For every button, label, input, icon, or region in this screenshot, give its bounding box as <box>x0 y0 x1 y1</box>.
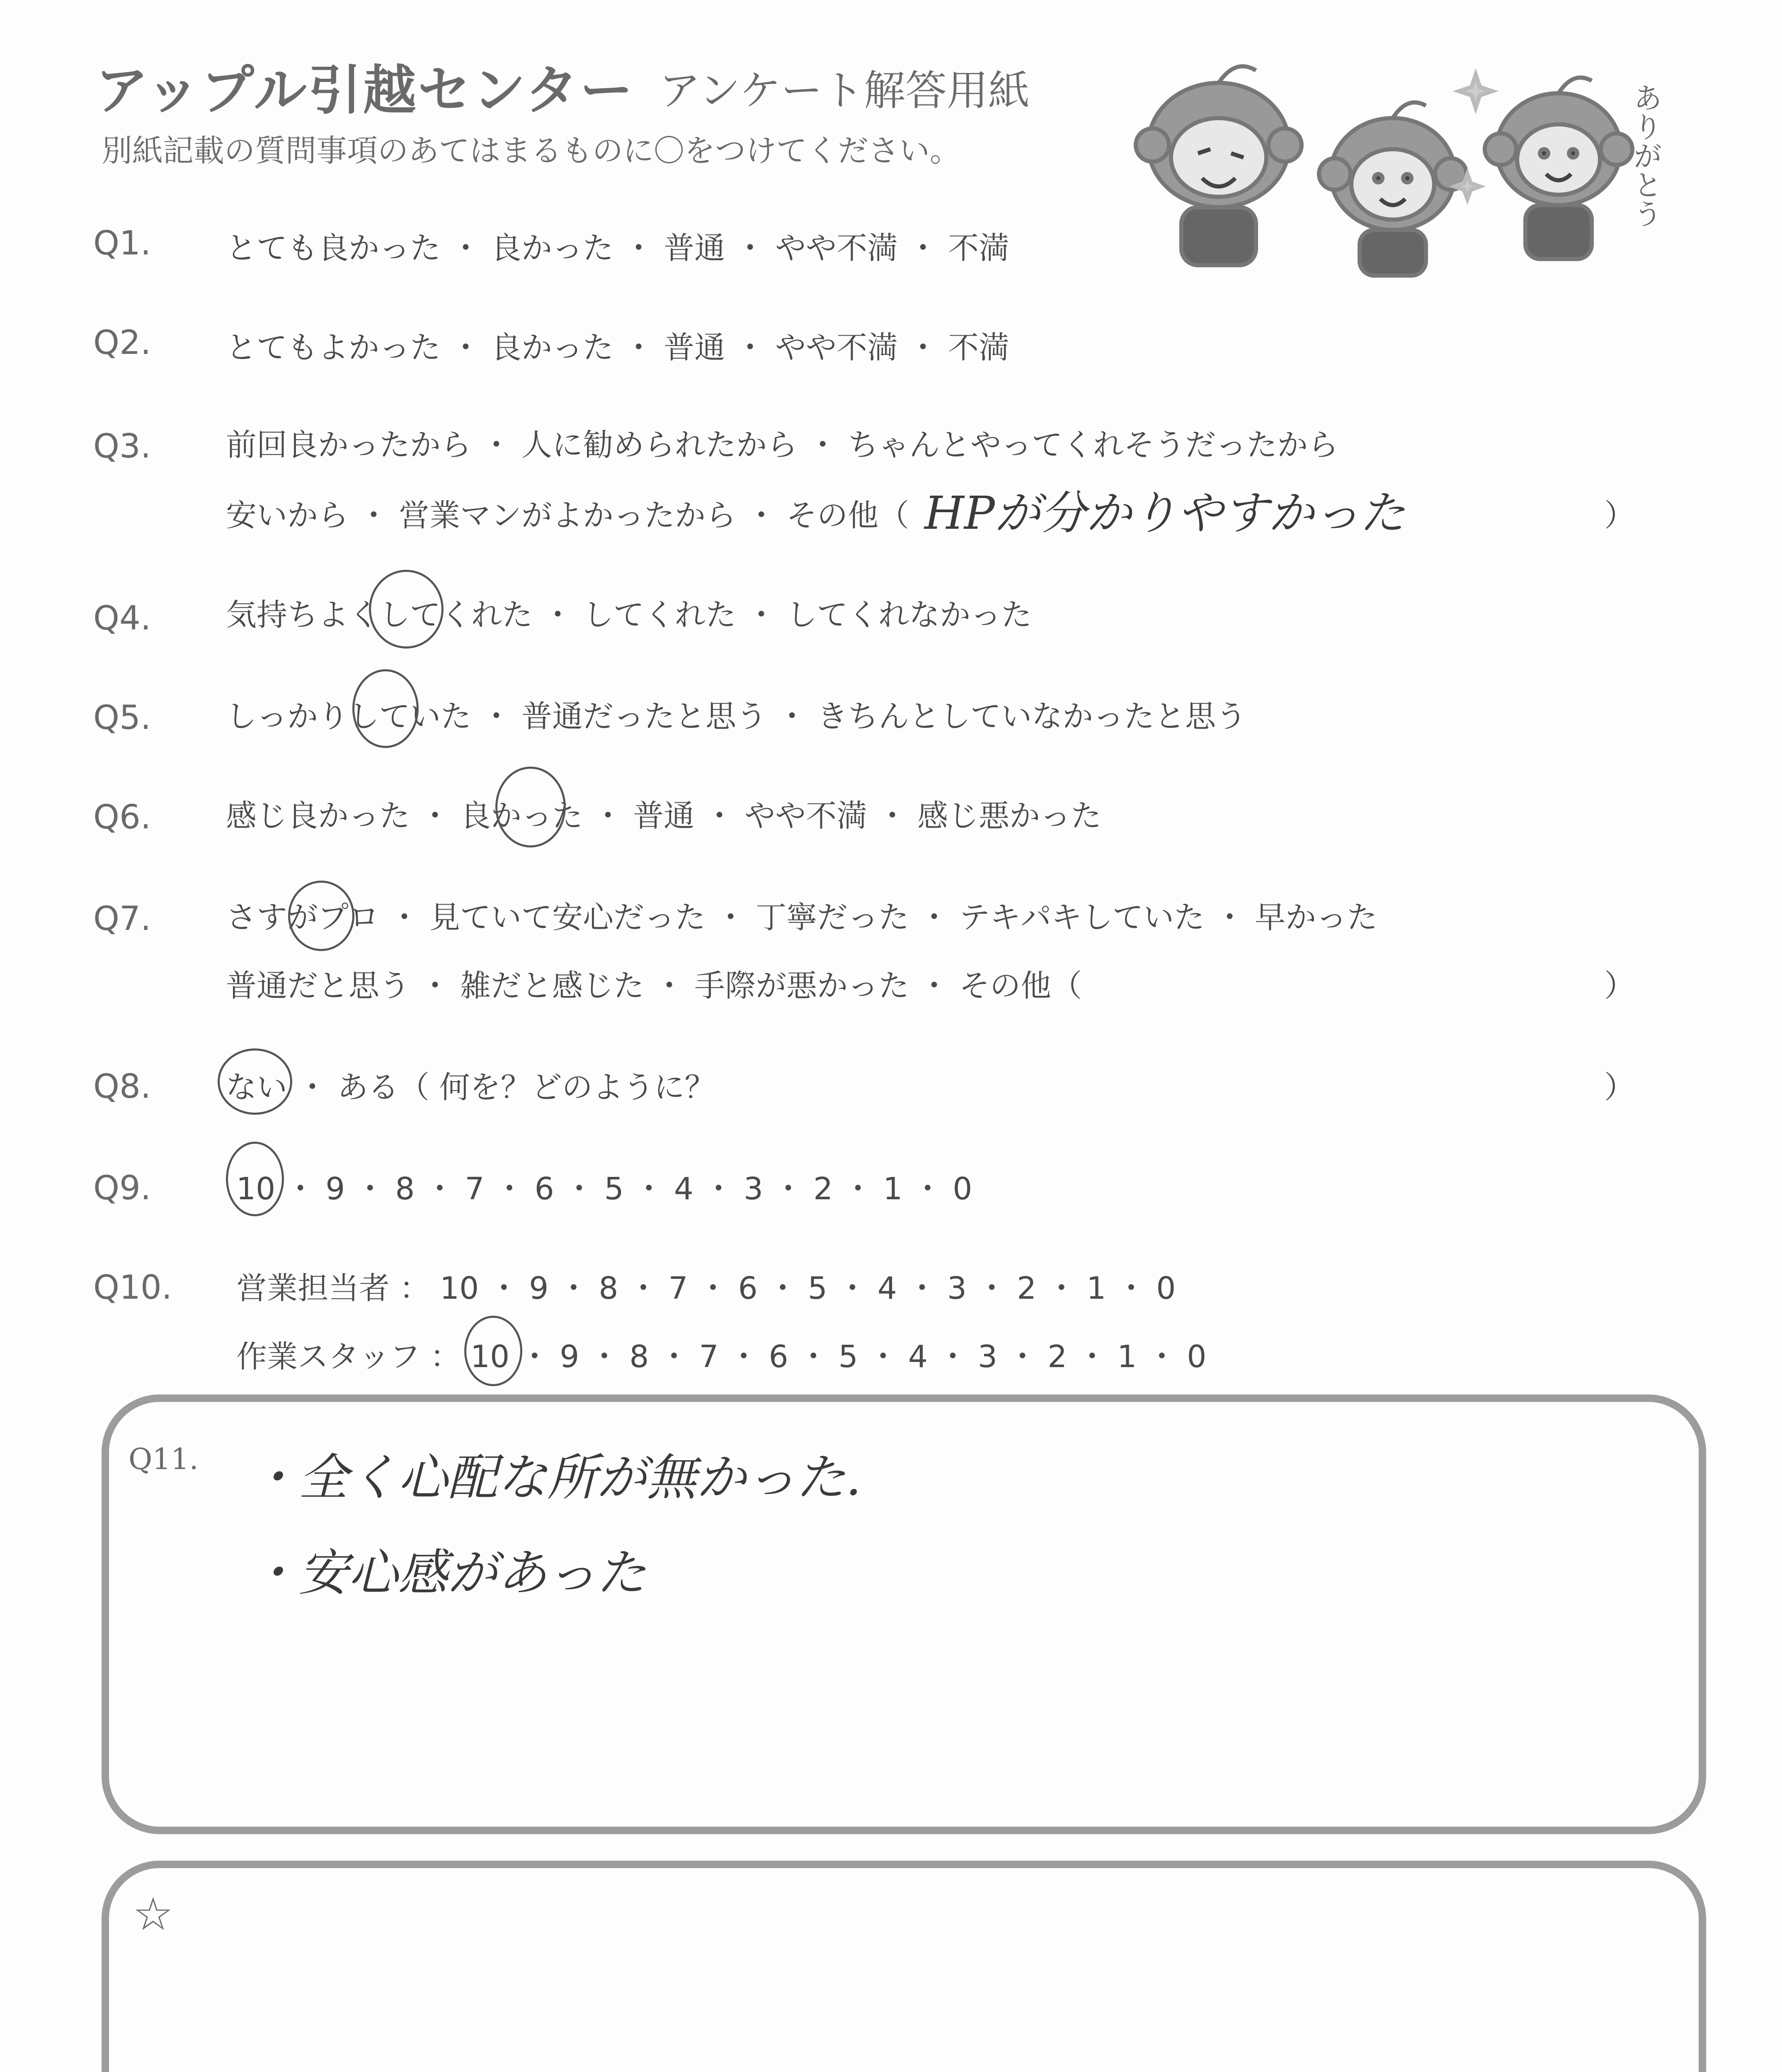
answer-circle-q7 <box>288 881 354 951</box>
question-options-q1: とても良かった ・ 良かった ・ 普通 ・ やや不満 ・ 不満 <box>226 230 1010 266</box>
question-options-q7-line2: 普通だと思う ・ 雑だと感じた ・ 手際が悪かった ・ その他（ <box>226 968 1082 1004</box>
answer-circle-q6 <box>495 767 566 847</box>
close-paren-q7: ） <box>1604 968 1635 1004</box>
handwritten-q11-line1: ・全く心配な所が無かった. <box>249 1449 862 1507</box>
question-options-q6: 感じ良かった ・ 良かった ・ 普通 ・ やや不満 ・ 感じ悪かった <box>226 798 1102 834</box>
star-icon: ☆ <box>133 1888 174 1941</box>
question-label-q2: Q2. <box>93 323 151 362</box>
question-options-q3-line2: 安いから ・ 営業マンがよかったから ・ その他（ <box>226 498 909 533</box>
answer-circle-q10-staff <box>464 1316 522 1386</box>
answer-circle-q4 <box>369 570 444 649</box>
handwritten-q11-line2: ・安心感があった <box>249 1544 646 1602</box>
question-label-q8: Q8. <box>93 1067 151 1106</box>
instruction-text: 別紙記載の質問事項のあてはまるものに〇をつけてください。 <box>102 133 960 169</box>
star-comment-box <box>102 1861 1706 2072</box>
question-label-q3: Q3. <box>93 427 151 465</box>
question-options-q7-line1: さすがプロ ・ 見ていて安心だった ・ 丁寧だった ・ テキパキしていた ・ 早かった <box>226 900 1378 935</box>
question-options-q10-staff: 作業スタッフ ： 10 ・ 9 ・ 8 ・ 7 ・ 6 ・ 5 ・ 4 ・ 3 ・ 2 ・ 1 ・ 0 <box>236 1339 1207 1375</box>
answer-circle-q8 <box>218 1048 292 1115</box>
question-label-q5: Q5. <box>93 698 151 737</box>
question-label-q7: Q7. <box>93 899 151 938</box>
monkey-mascots-illustration <box>1111 50 1691 282</box>
close-paren-q3: ） <box>1604 498 1635 533</box>
form-title: アップル引越センター <box>95 60 635 121</box>
question-label-q10: Q10. <box>93 1268 172 1307</box>
answer-circle-q5 <box>352 669 419 748</box>
question-options-q5: しっかりしていた ・ 普通だったと思う ・ きちんとしていなかったと思う <box>226 699 1247 734</box>
question-label-q4: Q4. <box>93 599 151 637</box>
q11-label: Q11. <box>128 1442 199 1476</box>
answer-circle-q9 <box>226 1142 284 1216</box>
question-label-q6: Q6. <box>93 798 151 836</box>
mascot-thanks-text: ありがとう <box>1629 83 1663 228</box>
question-label-q9: Q9. <box>93 1169 151 1207</box>
question-options-q3-line1: 前回良かったから ・ 人に勧められたから ・ ちゃんとやってくれそうだったから <box>226 427 1339 463</box>
form-subtitle: アンケート解答用紙 <box>659 66 1030 115</box>
close-paren-q8: ） <box>1604 1070 1635 1105</box>
question-options-q4: 気持ちよくしてくれた ・ してくれた ・ してくれなかった <box>226 597 1032 633</box>
question-options-q2: とてもよかった ・ 良かった ・ 普通 ・ やや不満 ・ 不満 <box>226 330 1010 366</box>
question-options-q9: 10 ・ 9 ・ 8 ・ 7 ・ 6 ・ 5 ・ 4 ・ 3 ・ 2 ・ 1 ・ 0 <box>236 1171 972 1207</box>
question-label-q1: Q1. <box>93 224 151 262</box>
handwritten-q3-other: HPが分かりやすかった <box>924 487 1405 540</box>
question-options-q8: ない ・ ある（ 何を？どのように？ <box>226 1070 715 1105</box>
question-options-q10-sales: 営業担当者 ： 10 ・ 9 ・ 8 ・ 7 ・ 6 ・ 5 ・ 4 ・ 3 ・ 2 ・ 1 ・ 0 <box>236 1271 1176 1306</box>
